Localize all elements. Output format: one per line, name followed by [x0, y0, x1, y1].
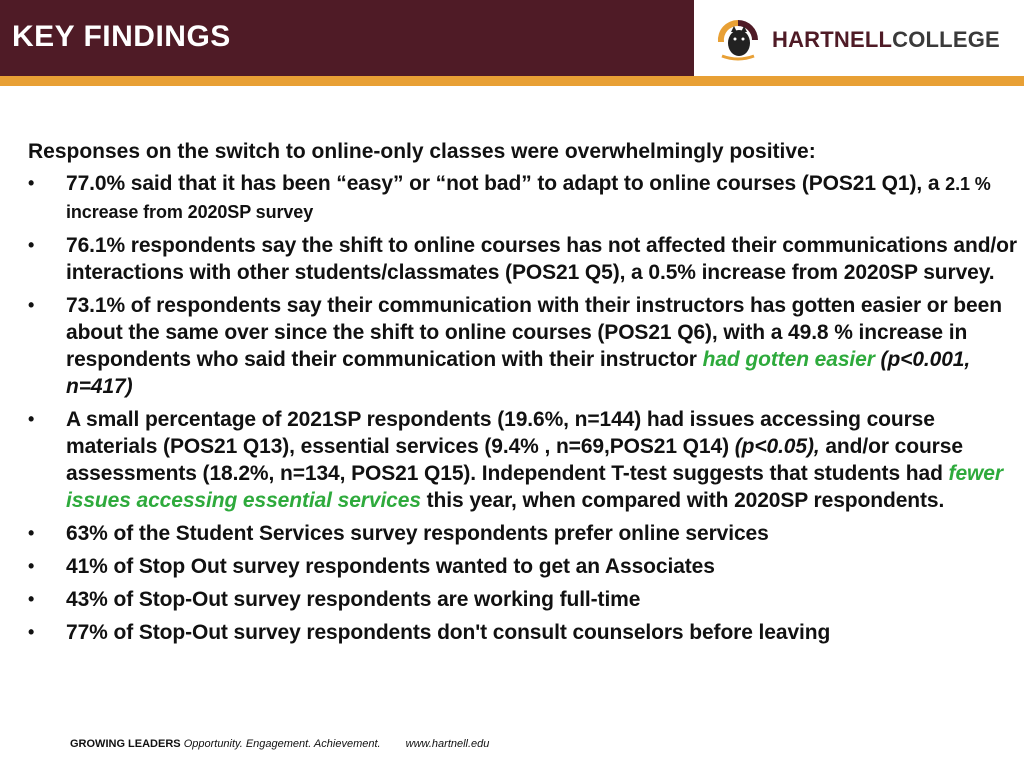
list-item: • 63% of the Student Services survey respondents prefer online services [28, 522, 769, 545]
highlight-text: fewer issues accessing essential services [66, 462, 1003, 512]
highlight-text: had gotten easier [702, 348, 875, 371]
footer-label: GROWING LEADERS [70, 738, 181, 750]
list-item: • 73.1% of respondents say their communication with their instructors has gotten easier or been about the same over since the shift to online courses (POS21 Q6), with a 49.8 % increase in respondents who said their communication with their instructor had gotten easier (p<0.001, n=417) [28, 294, 1002, 398]
logo-text-college: COLLEGE [892, 27, 1000, 52]
bullet-icon: • [28, 235, 35, 255]
bullet-icon: • [28, 173, 35, 193]
findings-list [28, 170, 1018, 646]
list-item: • 76.1% respondents say the shift to online courses has not affected their communications and/or interactions with other students/classmates (POS21 Q5), a 0.5% increase from 2020SP survey. [28, 234, 1017, 284]
bullet-icon: • [28, 523, 35, 543]
list-item: • 41% of Stop Out survey respondents wanted to get an Associates [28, 555, 715, 578]
list-item: • A small percentage of 2021SP respondents (19.6%, n=144) had issues accessing course materials (POS21 Q13), essential services (9.4% , n=69,POS21 Q14) (p<0.05), and/or course assessments (18.2%, n=134, POS21 Q15). Independent T-test suggests that students had fewer issues accessing essential services this year, when compared with 2020SP respondents. [28, 408, 1003, 512]
logo-text-hartnell: HARTNELL [772, 27, 893, 52]
panther-logo-icon [712, 12, 764, 64]
bullet-icon: • [28, 295, 35, 315]
intro-text: Responses on the switch to online-only classes were overwhelmingly positive: [28, 140, 816, 163]
footer-url: www.hartnell.edu [405, 738, 490, 750]
college-logo-text [772, 27, 1000, 53]
bullet-icon: • [28, 589, 35, 609]
list-item: • 77.0% said that it has been “easy” or “not bad” to adapt to online courses (POS21 Q1), a 2.1 % increase from 2020SP survey [28, 172, 991, 222]
bullet-icon: • [28, 409, 35, 429]
bullet-icon: • [28, 622, 35, 642]
bullet-icon: • [28, 556, 35, 576]
gold-divider [0, 76, 1024, 86]
logo-panel [694, 0, 1024, 76]
footer [70, 738, 489, 750]
list-item: • 77% of Stop-Out survey respondents don't consult counselors before leaving [28, 621, 831, 644]
page-title: KEY FINDINGS [12, 20, 231, 53]
findings-content [28, 138, 1018, 652]
header-bar [0, 0, 1024, 76]
list-item: • 43% of Stop-Out survey respondents are working full-time [28, 588, 641, 611]
footer-tagline: Opportunity. Engagement. Achievement. [183, 738, 381, 750]
